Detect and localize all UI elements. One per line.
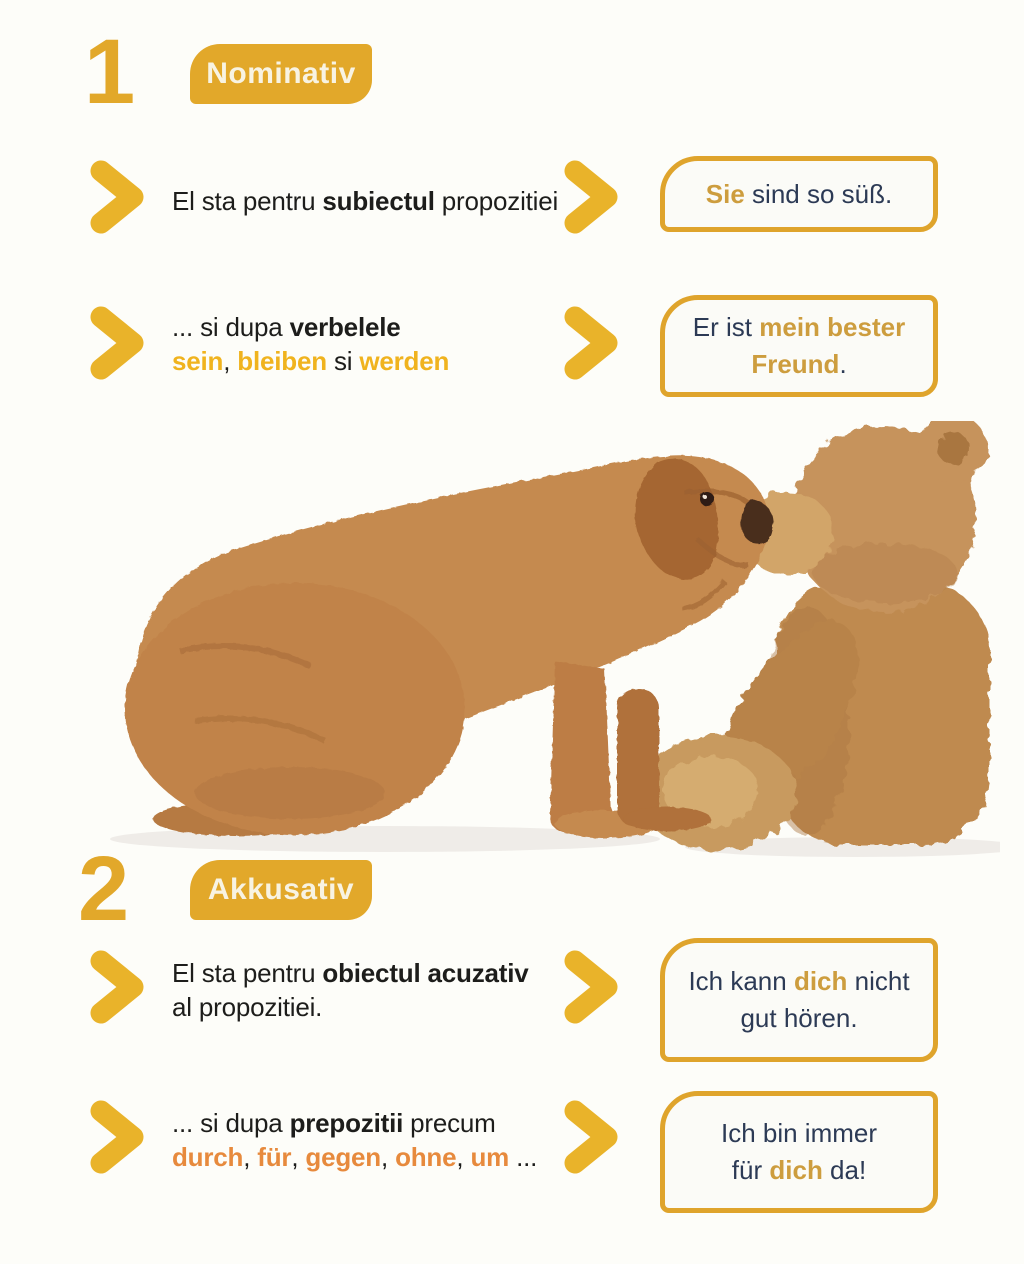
highlight-word: obiectul acuzativ — [322, 958, 529, 988]
rule-line — [172, 344, 572, 378]
example-bubble-hoeren — [660, 938, 938, 1062]
highlight-word: um — [470, 1142, 510, 1172]
text-segment: si — [326, 346, 360, 376]
chevron-arrow-icon — [562, 306, 620, 380]
chevron-arrow-icon — [562, 950, 620, 1024]
text-segment: El sta pentru — [172, 958, 323, 988]
text-segment: ... si dupa — [172, 1108, 290, 1138]
chevron-arrow-icon — [562, 1100, 620, 1174]
text-segment: propozitiei — [434, 186, 559, 216]
rule-line — [172, 310, 572, 344]
highlight-word: gegen — [305, 1142, 381, 1172]
rule-line — [172, 956, 572, 990]
bubble-line — [732, 1152, 866, 1189]
highlight-word: mein bester — [759, 312, 906, 342]
text-segment: , — [223, 346, 238, 376]
puppy-teddy-photo — [85, 421, 1000, 861]
chevron-bullet-icon — [88, 160, 146, 234]
text-segment: El sta pentru — [172, 186, 323, 216]
bubble-line — [688, 963, 909, 1000]
text-segment: , — [456, 1142, 471, 1172]
section-1-title-badge — [190, 44, 372, 104]
highlight-word: dich — [769, 1155, 823, 1185]
example-bubble-freund — [660, 295, 938, 397]
text-segment: für — [731, 1155, 770, 1185]
chevron-bullet-icon — [88, 306, 146, 380]
rule-text-nominativ-subject — [172, 184, 572, 218]
highlight-word: durch — [172, 1142, 244, 1172]
highlight-word: subiectul — [322, 186, 435, 216]
highlight-word: dich — [793, 966, 848, 996]
text-segment: sind so süß. — [744, 178, 893, 209]
text-segment: precum — [403, 1108, 496, 1138]
bubble-line — [693, 309, 905, 346]
text-segment: al propozitiei. — [172, 992, 323, 1022]
section-2-title-badge — [190, 860, 372, 920]
text-segment: , — [291, 1142, 306, 1172]
text-segment: ... — [509, 1142, 538, 1172]
chevron-bullet-icon — [88, 950, 146, 1024]
highlight-word: bleiben — [237, 346, 327, 376]
example-bubble-da — [660, 1091, 938, 1213]
text-segment: da! — [822, 1155, 867, 1185]
highlight-word: verbelele — [289, 312, 401, 342]
bubble-line — [721, 1115, 877, 1152]
highlight-word: sein — [172, 346, 224, 376]
text-segment: , — [243, 1142, 258, 1172]
highlight-word: ohne — [395, 1142, 457, 1172]
rule-line — [172, 1106, 572, 1140]
bubble-line — [751, 346, 846, 383]
highlight-word: Sie — [705, 178, 745, 209]
chevron-arrow-icon — [562, 160, 620, 234]
text-segment: gut hören. — [740, 1003, 858, 1033]
example-bubble-sie — [660, 156, 938, 232]
text-segment: ... si dupa — [172, 312, 290, 342]
section-1-title: Nominativ — [206, 57, 356, 90]
rule-text-nominativ-verbs — [172, 310, 572, 378]
text-segment: Ich kann — [688, 966, 794, 996]
bubble-line — [740, 1000, 857, 1037]
rule-line — [172, 990, 572, 1024]
text-segment: Er ist — [692, 312, 760, 342]
chevron-bullet-icon — [88, 1100, 146, 1174]
highlight-word: Freund — [751, 349, 840, 379]
rule-text-akkusativ-object — [172, 956, 572, 1024]
rule-line — [172, 184, 572, 218]
highlight-word: für — [257, 1142, 292, 1172]
rule-text-akkusativ-prepositions — [172, 1106, 572, 1174]
highlight-word: prepozitii — [289, 1108, 404, 1138]
section-2-title: Akkusativ — [207, 873, 355, 906]
text-segment: , — [381, 1142, 396, 1172]
highlight-word: werden — [359, 346, 450, 376]
rule-line — [172, 1140, 572, 1174]
text-segment: Ich bin immer — [720, 1118, 878, 1148]
bubble-line — [706, 176, 892, 213]
section-1-number: 1 — [84, 21, 136, 123]
section-2-number: 2 — [78, 838, 130, 940]
text-segment: . — [839, 349, 847, 379]
text-segment: nicht — [847, 966, 910, 996]
